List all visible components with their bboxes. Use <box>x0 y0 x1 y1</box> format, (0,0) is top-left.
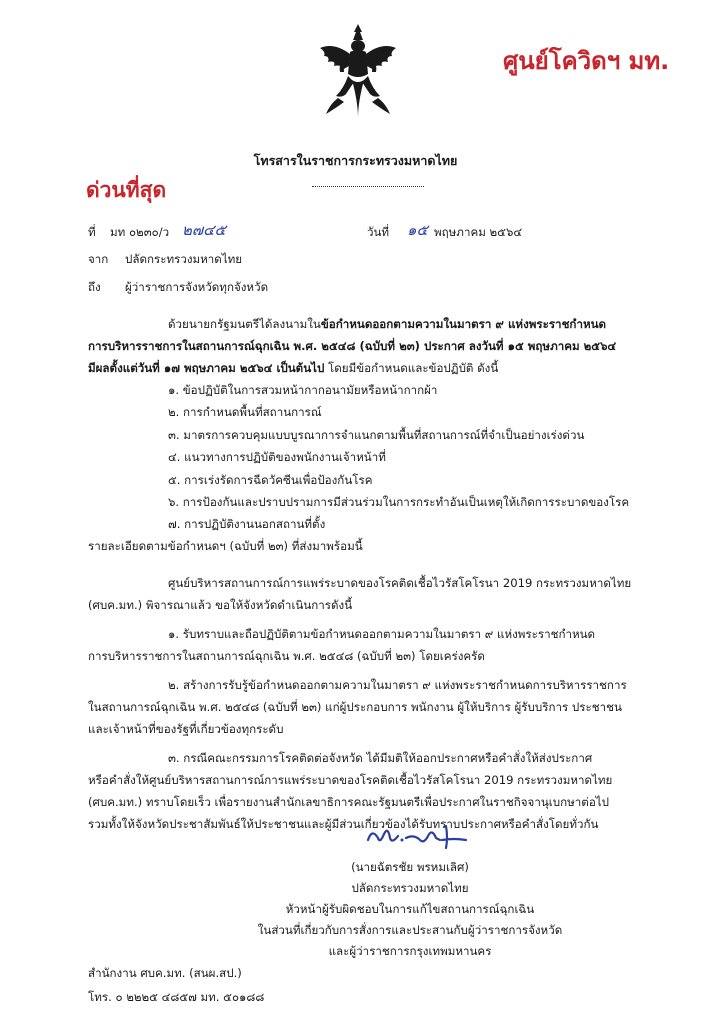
list-item: ๔. แนวทางการปฏิบัติของพนักงานเจ้าหน้าที่ <box>168 450 386 464</box>
signer-position-3: ในส่วนที่เกี่ยวกับการสั่งการและประสานกับผู้ว่าราชการจังหวัด <box>257 923 563 937</box>
para-1-line-2: (ศบค.มท.) พิจารณาแล้ว ขอให้จังหวัดดำเนินการดังนี้ <box>88 598 353 612</box>
covid-center-stamp: ศูนย์โควิดฯ มท. <box>503 47 670 75</box>
date-label: วันที่ <box>367 225 390 239</box>
para-1-line-1: ศูนย์บริหารสถานการณ์การแพร่ระบาดของโรคติดเชื้อไวรัสโคโรนา 2019 กระทรวงมหาดไทย <box>168 576 632 590</box>
para-3-line-1: ๒. สร้างการรับรู้ข้อกำหนดออกตามความในมาตรา ๙ แห่งพระราชกำหนดการบริหารราชการ <box>168 678 627 692</box>
title-divider <box>312 186 424 187</box>
footer-phone: โทร. ๐ ๒๒๒๕ ๔๘๕๗ มท. ๕๐๑๘๘ <box>88 990 265 1004</box>
para-3-line-2: ในสถานการณ์ฉุกเฉิน พ.ศ. ๒๕๔๘ (ฉบับที่ ๒๓) แก่ผู้ประกอบการ พนักงาน ผู้ให้บริการ ผู้รับบริการ ประชาชน <box>88 700 622 714</box>
list-item: ๕. การเร่งรัดการฉีดวัคซีนเพื่อป้องกันโรค <box>168 473 373 487</box>
document-title: โทรสารในราชการกระทรวงมหาดไทย <box>253 153 458 168</box>
footer-office: สำนักงาน ศบค.มท. (สนผ.สป.) <box>88 966 242 980</box>
signer-position-2: หัวหน้าผู้รับผิดชอบในการแก้ไขสถานการณ์ฉุกเฉิน <box>285 902 535 916</box>
details-line: รายละเอียดตามข้อกำหนดฯ (ฉบับที่ ๒๓) ที่ส่งมาพร้อมนี้ <box>88 539 363 553</box>
list-item: ๗. การปฏิบัติงานนอกสถานที่ตั้ง <box>168 517 326 531</box>
intro-line-1-plain: ด้วยนายกรัฐมนตรีได้ลงนามใน <box>168 317 321 331</box>
intro-line-1 <box>168 317 606 331</box>
list-item: ๑. ข้อปฏิบัติในการสวมหน้ากากอนามัยหรือหน้ากากผ้า <box>168 383 438 397</box>
para-4-line-2: หรือคำสั่งให้ศูนย์บริหารสถานการณ์การแพร่ระบาดของโรคติดเชื้อไวรัสโคโรนา 2019 กระทรวงมหาดไทย <box>88 773 613 787</box>
intro-line-3-bold: มีผลตั้งแต่วันที่ ๑๗ พฤษภาคม ๒๕๖๔ เป็นต้นไป <box>88 361 325 375</box>
para-4-line-3: (ศบค.มท.) ทราบโดยเร็ว เพื่อรายงานสำนักเลขาธิการคณะรัฐมนตรีเพื่อประกาศในราชกิจจานุเบกษาต่อไป <box>88 795 609 809</box>
para-4-line-1: ๓. กรณีคณะกรรมการโรคติดต่อจังหวัด ได้มีมติให้ออกประกาศหรือคำสั่งให้ส่งประกาศ <box>168 751 593 765</box>
para-4-line-4: รวมทั้งให้จังหวัดประชาสัมพันธ์ให้ประชาชนและผู้มีส่วนเกี่ยวข้องได้รับทราบประกาศหรือคำสั่งโดยทั่วกัน <box>88 817 599 831</box>
para-2-line-2: การบริหารราชการในสถานการณ์ฉุกเฉิน พ.ศ. ๒๕๔๘ (ฉบับที่ ๒๓) โดยเคร่งครัด <box>88 649 485 663</box>
handwritten-signature <box>362 818 472 854</box>
intro-line-2: การบริหารราชการในสถานการณ์ฉุกเฉิน พ.ศ. ๒๕๔๘ (ฉบับที่ ๒๓) ประกาศ ลงวันที่ ๑๕ พฤษภาคม ๒๕๖๔ <box>88 339 617 353</box>
list-item: ๒. การกำหนดพื้นที่สถานการณ์ <box>168 405 322 419</box>
to-value: ผู้ว่าราชการจังหวัดทุกจังหวัด <box>125 280 269 294</box>
ref-label: ที่ <box>88 225 96 239</box>
to-label: ถึง <box>88 280 101 294</box>
list-item: ๓. มาตรการควบคุมแบบบูรณาการจำแนกตามพื้นที่สถานการณ์ที่จำเป็นอย่างเร่งด่วน <box>168 428 585 442</box>
from-label: จาก <box>88 252 109 266</box>
intro-line-3 <box>88 361 498 375</box>
para-2-line-1: ๑. รับทราบและถือปฏิบัติตามข้อกำหนดออกตามความในมาตรา ๙ แห่งพระราชกำหนด <box>168 627 596 641</box>
intro-line-3-plain: โดยมีข้อกำหนดและข้อปฏิบัติ ดังนี้ <box>324 361 499 375</box>
para-3-line-3: และเจ้าหน้าที่ของรัฐที่เกี่ยวข้องทุกระดับ <box>88 722 284 736</box>
list-item: ๖. การป้องกันและปราบปรามการมีส่วนร่วมในการกระทำอันเป็นเหตุให้เกิดการระบาดของโรค <box>168 495 630 509</box>
signer-position-4: และผู้ว่าราชการกรุงเทพมหานคร <box>328 944 492 958</box>
date-month-year: พฤษภาคม ๒๕๖๔ <box>434 225 523 239</box>
date-day-handwritten: ๑๕ <box>407 221 428 239</box>
ref-number-handwritten: ๒๗๔๕ <box>182 221 226 239</box>
from-value: ปลัดกระทรวงมหาดไทย <box>125 252 243 266</box>
garuda-emblem <box>316 22 400 122</box>
signer-name: (นายฉัตรชัย พรหมเลิศ) <box>351 860 469 874</box>
urgency-label: ด่วนที่สุด <box>86 178 167 202</box>
ref-prefix: มท ๐๒๓๐/ว <box>110 225 170 239</box>
signer-position-1: ปลัดกระทรวงมหาดไทย <box>351 881 469 895</box>
intro-line-1-bold: ข้อกำหนดออกตามความในมาตรา ๙ แห่งพระราชกำหนด <box>320 317 607 331</box>
